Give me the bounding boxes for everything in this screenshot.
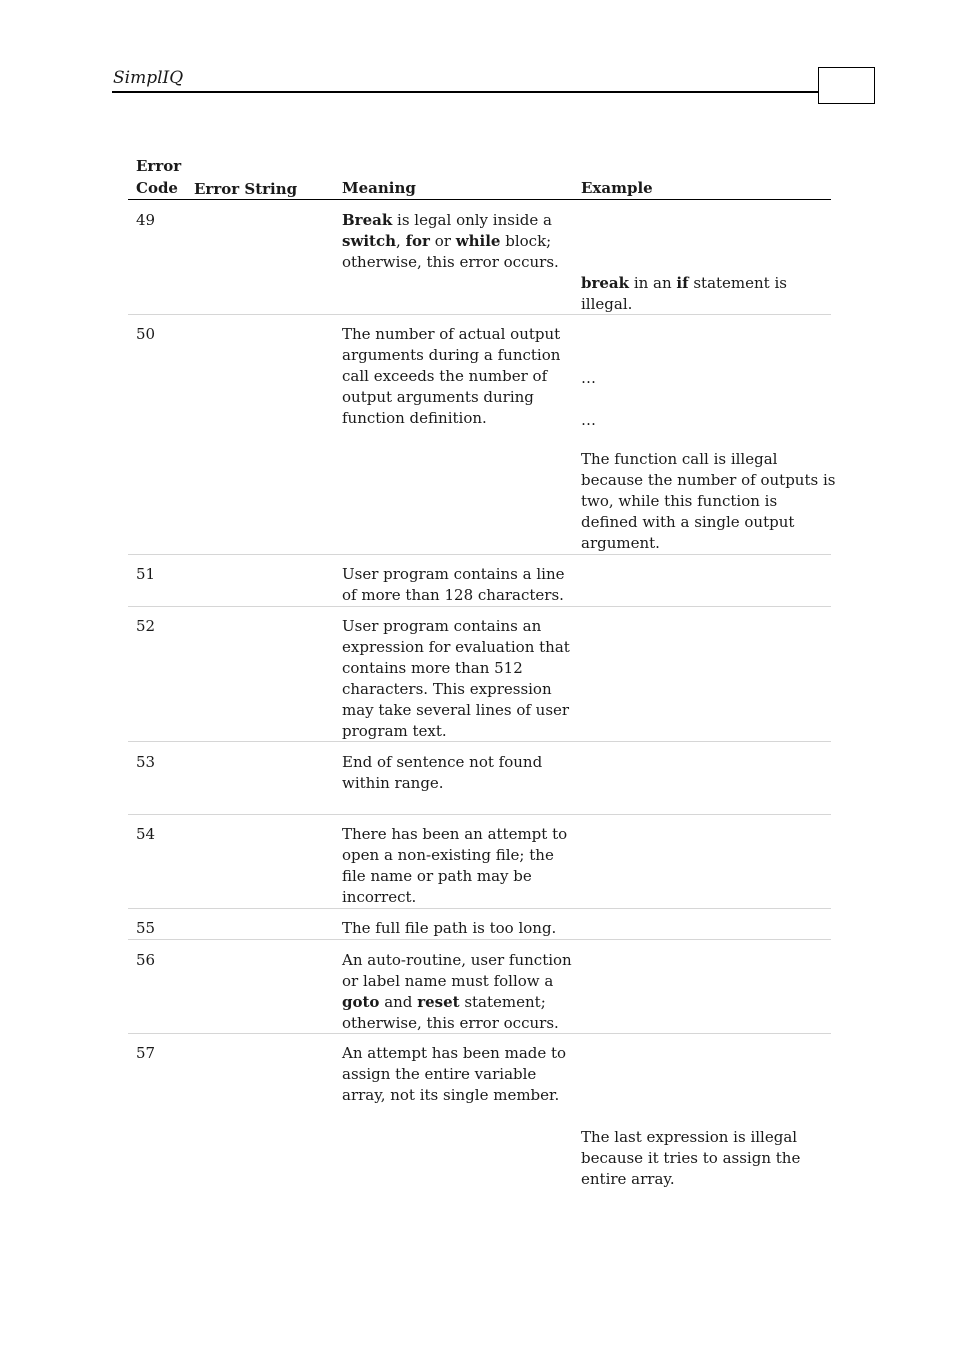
meaning-52-line-2: expression for evaluation that	[342, 638, 570, 656]
meaning-57-line-2: assign the entire variable	[342, 1065, 537, 1083]
example-50-line-3: two, while this function is	[581, 492, 778, 510]
header-underline	[128, 199, 831, 200]
row-divider	[128, 741, 831, 742]
row-divider	[128, 814, 831, 815]
example-57-line-2: because it tries to assign the	[581, 1149, 801, 1167]
row-divider	[128, 908, 831, 909]
error-code-54: 54	[136, 825, 156, 843]
column-header-example: Example	[581, 179, 653, 197]
error-code-51: 51	[136, 565, 156, 583]
header-rule	[112, 91, 818, 93]
meaning-51-line-1: User program contains a line	[342, 565, 565, 583]
error-code-53: 53	[136, 753, 156, 771]
meaning-54-line-1: There has been an attempt to	[342, 825, 568, 843]
example-50-line-4: defined with a single output	[581, 513, 795, 531]
example-50-ellipsis-2: …	[581, 411, 596, 429]
example-50-ellipsis-1: …	[581, 369, 596, 387]
meaning-49-line-2: switch, for or while block;	[342, 232, 552, 250]
meaning-56-line-3: goto and reset statement;	[342, 993, 546, 1011]
meaning-55-line-1: The full file path is too long.	[342, 919, 557, 937]
meaning-50-line-2: arguments during a function	[342, 346, 561, 364]
meaning-52-line-6: program text.	[342, 722, 447, 740]
meaning-51-line-2: of more than 128 characters.	[342, 586, 564, 604]
example-50-line-1: The function call is illegal	[581, 450, 778, 468]
row-divider	[128, 314, 831, 315]
example-57-line-3: entire array.	[581, 1170, 675, 1188]
meaning-52-line-4: characters. This expression	[342, 680, 552, 698]
running-header-title: SimplIQ	[113, 68, 184, 88]
row-divider	[128, 1033, 831, 1034]
row-divider	[128, 606, 831, 607]
page-number-box	[818, 67, 875, 104]
meaning-57-line-3: array, not its single member.	[342, 1086, 560, 1104]
row-divider	[128, 939, 831, 940]
meaning-50-line-4: output arguments during	[342, 388, 534, 406]
error-code-49: 49	[136, 211, 156, 229]
error-code-50: 50	[136, 325, 156, 343]
meaning-54-line-4: incorrect.	[342, 888, 417, 906]
error-code-55: 55	[136, 919, 156, 937]
error-code-52: 52	[136, 617, 156, 635]
meaning-52-line-3: contains more than 512	[342, 659, 523, 677]
meaning-52-line-5: may take several lines of user	[342, 701, 570, 719]
meaning-56-line-1: An auto-routine, user function	[342, 951, 572, 969]
example-49-line-2: illegal.	[581, 295, 633, 313]
meaning-50-line-1: The number of actual output	[342, 325, 561, 343]
meaning-54-line-2: open a non-existing file; the	[342, 846, 554, 864]
meaning-49-line-1: Break is legal only inside a	[342, 211, 552, 229]
meaning-56-line-2: or label name must follow a	[342, 972, 554, 990]
example-57-line-1: The last expression is illegal	[581, 1128, 798, 1146]
example-49-line-1: break in an if statement is	[581, 274, 787, 292]
meaning-54-line-3: file name or path may be	[342, 867, 532, 885]
meaning-52-line-1: User program contains an	[342, 617, 542, 635]
example-50-line-5: argument.	[581, 534, 660, 552]
column-header-error-code-line1: Error	[136, 157, 182, 175]
column-header-meaning: Meaning	[342, 179, 416, 197]
meaning-50-line-3: call exceeds the number of	[342, 367, 548, 385]
meaning-49-line-3: otherwise, this error occurs.	[342, 253, 559, 271]
error-code-57: 57	[136, 1044, 156, 1062]
column-header-error-code-line2: Code	[136, 179, 178, 197]
meaning-53-line-1: End of sentence not found	[342, 753, 543, 771]
column-header-error-string: Error String	[194, 180, 298, 198]
meaning-50-line-5: function definition.	[342, 409, 487, 427]
meaning-53-line-2: within range.	[342, 774, 444, 792]
meaning-56-line-4: otherwise, this error occurs.	[342, 1014, 559, 1032]
example-50-line-2: because the number of outputs is	[581, 471, 836, 489]
error-code-56: 56	[136, 951, 156, 969]
row-divider	[128, 554, 831, 555]
meaning-57-line-1: An attempt has been made to	[342, 1044, 567, 1062]
